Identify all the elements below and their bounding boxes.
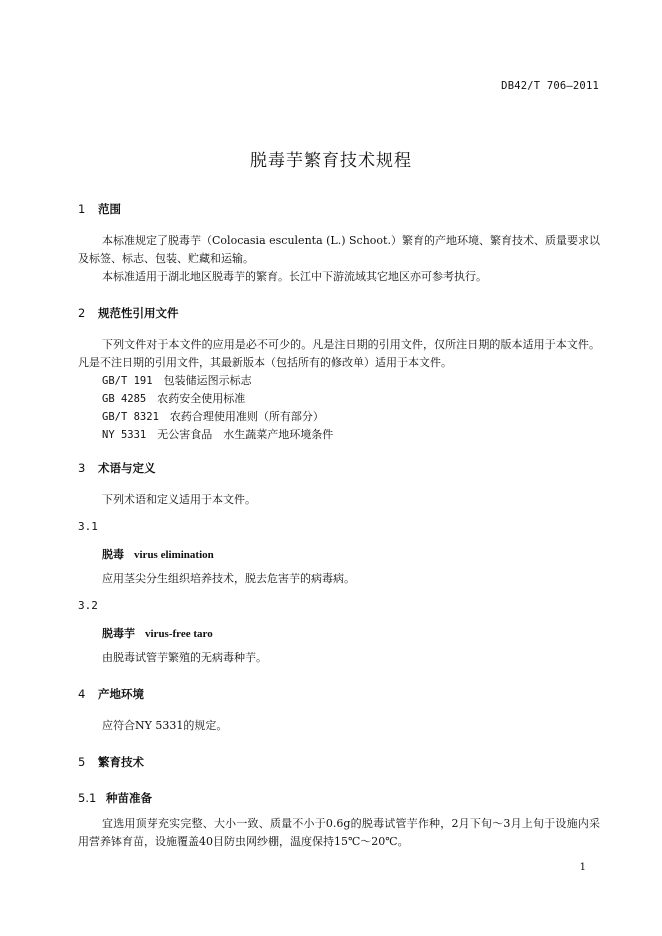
reference-item <box>102 390 245 408</box>
section-number: 1 <box>78 202 86 216</box>
reference-code: GB/T 8321 <box>102 411 159 423</box>
section-title: 规范性引用文件 <box>98 306 179 320</box>
section-title: 产地环境 <box>98 687 144 701</box>
document-title: 脱毒芋繁育技术规程 <box>250 151 412 171</box>
term-definition: 由脱毒试管芋繁殖的无病毒种芋。 <box>102 651 267 664</box>
clause-number: 3.1 <box>78 520 98 533</box>
section-number: 4 <box>78 687 86 701</box>
section-title: 繁育技术 <box>98 755 144 769</box>
page-number: 1 <box>579 862 586 873</box>
reference-name: 农药安全使用标准 <box>157 392 246 405</box>
section-heading-3 <box>78 460 156 476</box>
section-number: 5.1 <box>78 791 97 805</box>
reference-item <box>102 408 324 426</box>
reference-item <box>102 372 252 390</box>
section-number: 2 <box>78 306 86 320</box>
section-title: 种苗准备 <box>106 791 152 805</box>
section-heading-1 <box>78 201 121 217</box>
term-chinese: 脱毒 <box>102 548 124 561</box>
reference-name: 农药合理使用准则（所有部分） <box>169 410 324 423</box>
section-heading-4 <box>78 686 144 702</box>
term-heading <box>102 546 214 562</box>
subsection-heading-5-1 <box>78 790 152 806</box>
section-heading-2 <box>78 305 179 321</box>
scope-paragraph-1: 本标准规定了脱毒芋（Colocasia esculenta (L.) Schoot.）繁育的产地环境、繁育技术、质量要求以及标签、标志、包装、贮藏和运输。 <box>78 234 600 265</box>
reference-code: GB 4285 <box>102 393 147 405</box>
reference-code: GB/T 191 <box>102 375 153 387</box>
terms-intro: 下列术语和定义适用于本文件。 <box>102 493 256 506</box>
seedling-paragraph: 宜选用顶芽充实完整、大小一致、质量不小于0.6g的脱毒试管芋作种，2月下旬～3月上旬于设施内采用营养钵育苗，设施覆盖40目防虫网纱棚，温度保持15℃～20℃。 <box>78 817 600 848</box>
term-definition: 应用茎尖分生组织培养技术，脱去危害芋的病毒病。 <box>102 572 355 585</box>
standard-code: DB42/T 706—2011 <box>501 80 599 92</box>
scope-paragraph-2: 本标准适用于湖北地区脱毒芋的繁育。长江中下游流域其它地区亦可参考执行。 <box>102 270 487 283</box>
reference-item <box>102 426 333 444</box>
term-english: virus elimination <box>134 549 214 561</box>
clause-number: 3.2 <box>78 599 98 612</box>
term-chinese: 脱毒芋 <box>102 627 135 640</box>
references-paragraph: 下列文件对于本文件的应用是必不可少的。凡是注日期的引用文件，仅所注日期的版本适用于本文件。凡是不注日期的引用文件，其最新版本（包括所有的修改单）适用于本文件。 <box>78 338 600 369</box>
term-english: virus-free taro <box>145 628 213 640</box>
reference-name: 无公害食品 水生蔬菜产地环境条件 <box>157 428 334 441</box>
environment-paragraph: 应符合NY 5331的规定。 <box>102 719 228 732</box>
section-number: 3 <box>78 461 86 475</box>
reference-code: NY 5331 <box>102 429 147 441</box>
section-heading-5 <box>78 754 144 770</box>
reference-name: 包装储运图示标志 <box>163 374 252 387</box>
section-number: 5 <box>78 755 86 769</box>
section-title: 术语与定义 <box>98 461 156 475</box>
term-heading <box>102 625 213 641</box>
section-title: 范围 <box>98 202 121 216</box>
